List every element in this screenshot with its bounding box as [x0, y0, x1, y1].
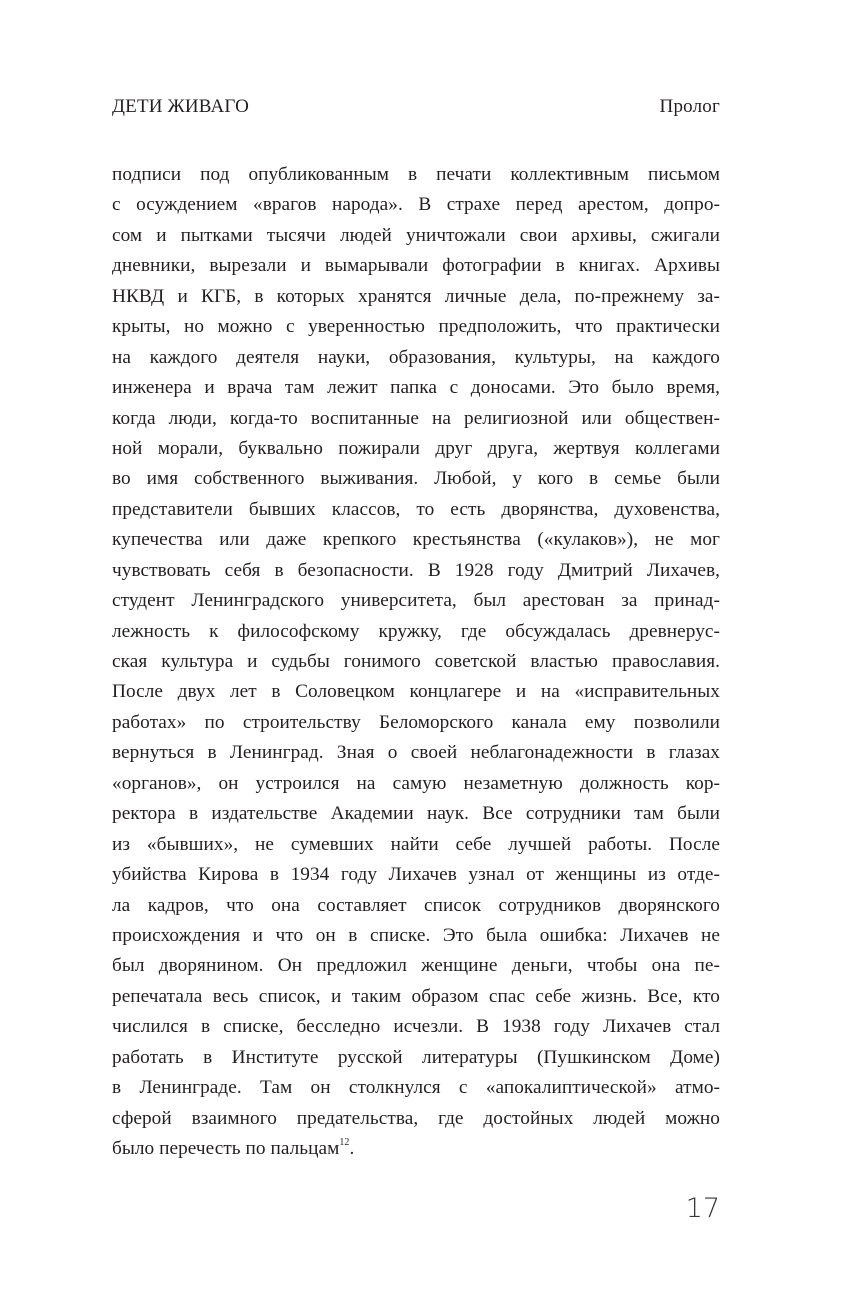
text-line: студент Ленинградского университета, был арестован за принад-	[112, 590, 720, 612]
text-line: в Ленинграде. Там он столкнулся с «апокалиптической» атмо-	[112, 1077, 720, 1099]
text-line: ной морали, буквально пожирали друг друга, жертвуя коллегами	[112, 437, 720, 459]
text-line: ла кадров, что она составляет список сотрудников дворянского	[112, 894, 720, 916]
page-number: 17	[685, 1193, 720, 1224]
text-line: чувствовать себя в безопасности. В 1928 году Дмитрий Лихачев,	[112, 559, 720, 581]
footnote-reference[interactable]: 12	[339, 1137, 350, 1148]
text-line: «органов», он устроился на самую незаметную должность кор-	[112, 772, 720, 794]
text-line: крыты, но можно с уверенностью предположить, что практически	[112, 316, 720, 338]
text-line: купечества или даже крепкого крестьянства («кулаков»), не мог	[112, 529, 720, 551]
text-line-last	[112, 1134, 720, 1164]
text-line: числился в списке, бесследно исчезли. В 1938 году Лихачев стал	[112, 1016, 720, 1038]
text-line: ская культура и судьбы гонимого советской властью православия.	[112, 651, 720, 672]
text-line: ректора в издательстве Академии наук. Все сотрудники там были	[112, 803, 720, 825]
text-line: сом и пытками тысячи людей уничтожали свои архивы, сжигали	[112, 224, 720, 246]
text-line: убийства Кирова в 1934 году Лихачев узнал от женщины из отде-	[112, 864, 720, 886]
text-line: работать в Институте русской литературы (Пушкинском Доме)	[112, 1046, 720, 1068]
text-line: на каждого деятеля науки, образования, культуры, на каждого	[112, 346, 720, 368]
text-line: подписи под опубликованным в печати коллективным письмом	[112, 164, 720, 185]
chapter-title: Пролог	[659, 96, 720, 117]
text-line: дневники, вырезали и вымарывали фотографии в книгах. Архивы	[112, 255, 720, 277]
text-line: лежность к философскому кружку, где обсуждалась древнерус-	[112, 620, 720, 642]
running-head	[112, 92, 720, 122]
text-line: происхождения и что он в списке. Это была ошибка: Лихачев не	[112, 924, 720, 946]
text-line: сферой взаимного предательства, где достойных людей можно	[112, 1107, 720, 1129]
text-line: вернуться в Ленинград. Зная о своей неблагонадежности в глазах	[112, 742, 720, 764]
text-line: инженера и врача там лежит папка с доносами. Это было время,	[112, 377, 720, 399]
text-line: был дворянином. Он предложил женщине деньги, чтобы она пе-	[112, 955, 720, 977]
text-line: когда люди, когда-то воспитанные на религиозной или обществен-	[112, 407, 720, 429]
text-line: представители бывших классов, то есть дворянства, духовенства,	[112, 498, 720, 520]
body-text	[112, 160, 720, 1164]
final-period: .	[349, 1138, 355, 1159]
text-line: с осуждением «врагов народа». В страхе перед арестом, допро-	[112, 194, 720, 216]
text-line: После двух лет в Соловецком концлагере и на «исправительных	[112, 681, 720, 703]
text-line: из «бывших», не сумевших найти себе лучшей работы. После	[112, 833, 720, 855]
text-line: работах» по строительству Беломорского канала ему позволили	[112, 711, 720, 733]
last-line-text: было перечесть по пальцам	[112, 1138, 340, 1159]
text-line: НКВД и КГБ, в которых хранятся личные дела, по-прежнему за-	[112, 285, 720, 307]
text-line: во имя собственного выживания. Любой, у кого в семье были	[112, 468, 720, 490]
text-line: репечатала весь список, и таким образом спас себе жизнь. Все, кто	[112, 985, 720, 1007]
book-title: ДЕТИ ЖИВАГО	[112, 96, 250, 117]
